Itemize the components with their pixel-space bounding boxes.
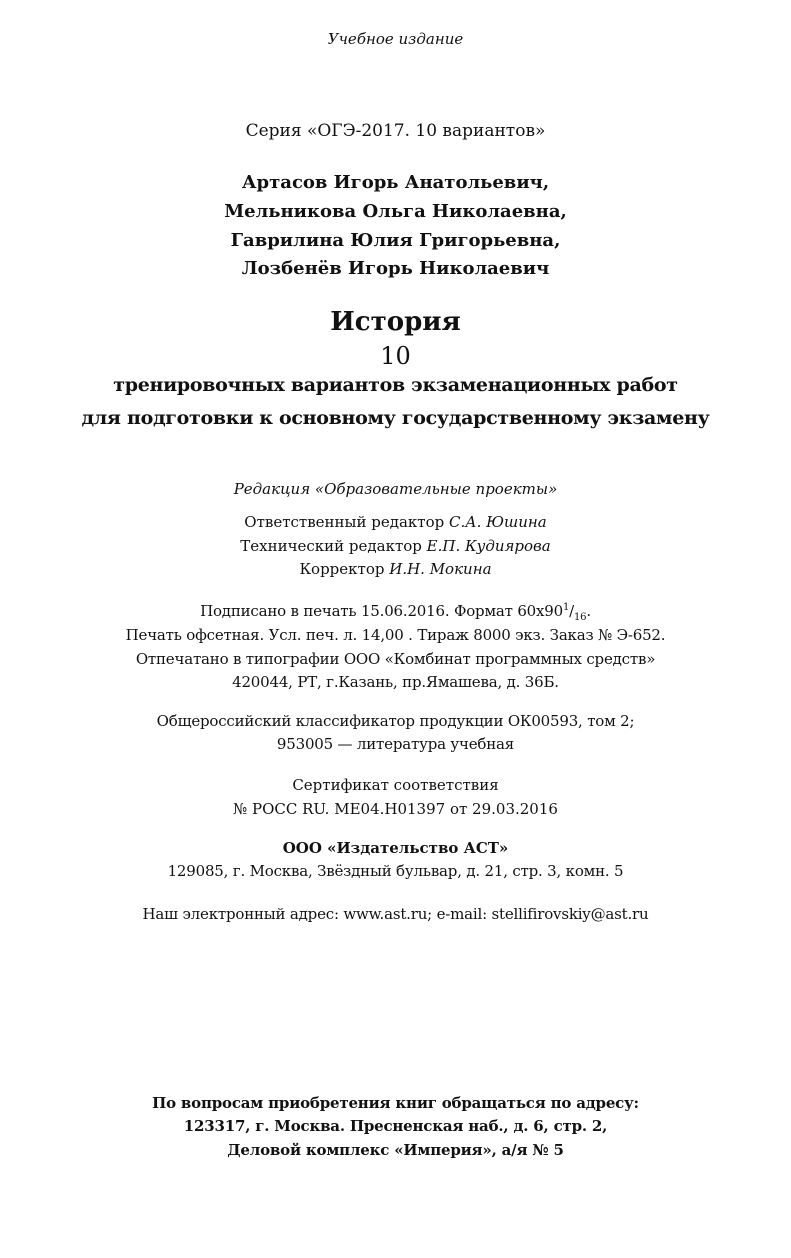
book-subject: История: [330, 307, 461, 337]
proofreader: [0, 560, 791, 578]
purchase-info-line2: 123317, г. Москва. Пресненская наб., д. 6, стр. 2,: [183, 1117, 608, 1135]
technical-editor-name: Е.П. Кудиярова: [426, 537, 551, 555]
editorial-office: Редакция «Образовательные проекты»: [233, 480, 558, 498]
publisher-contacts: Наш электронный адрес: www.ast.ru; e-mail: stellifirovskiy@ast.ru: [142, 905, 649, 923]
proofreader-name: И.Н. Мокина: [389, 560, 492, 578]
printing-house-address: 420044, РТ, г.Казань, пр.Ямашева, д. 36Б.: [232, 673, 559, 691]
publisher-name: ООО «Издательство АСТ»: [282, 839, 509, 857]
format-fraction-denominator: 16: [574, 612, 587, 623]
book-title-line1: тренировочных вариантов экзаменационных работ: [113, 374, 678, 396]
printing-house: Отпечатано в типографии ООО «Комбинат программных средств»: [135, 650, 656, 668]
book-number: 10: [380, 342, 411, 370]
certificate-number: № РОСС RU. МЕ04.Н01397 от 29.03.2016: [233, 800, 558, 818]
author-4: Лозбенёв Игорь Николаевич: [241, 258, 550, 279]
print-signed-text: Подписано в печать 15.06.2016. Формат 60х90: [200, 602, 563, 620]
responsible-editor: [0, 513, 791, 531]
print-details: Печать офсетная. Усл. печ. л. 14,00 . Тираж 8000 экз. Заказ № Э-652.: [125, 626, 666, 644]
classifier-line2: 953005 — литература учебная: [276, 735, 515, 753]
author-2: Мельникова Ольга Николаевна,: [224, 201, 567, 222]
series-title: Серия «ОГЭ-2017. 10 вариантов»: [245, 121, 546, 141]
classifier-line1: Общероссийский классификатор продукции ОК00593, том 2;: [156, 712, 635, 730]
book-title-line2: для подготовки к основному государственному экзамену: [81, 407, 710, 429]
author-3: Гаврилина Юлия Григорьевна,: [230, 230, 561, 251]
format-fraction-numerator: 1: [562, 602, 570, 613]
responsible-editor-name: С.А. Юшина: [448, 513, 547, 531]
proofreader-label: Корректор: [299, 560, 390, 578]
publisher-address: 129085, г. Москва, Звёздный бульвар, д. 21, стр. 3, комн. 5: [167, 862, 624, 880]
edition-type: Учебное издание: [327, 30, 464, 48]
purchase-info-line3: Деловой комплекс «Империя», а/я № 5: [227, 1141, 564, 1159]
technical-editor: [0, 537, 791, 555]
certificate-label: Сертификат соответствия: [292, 776, 499, 794]
format-fraction-slash: /: [569, 602, 574, 620]
purchase-info-line1: По вопросам приобретения книг обращаться по адресу:: [152, 1094, 639, 1112]
responsible-editor-label: Ответственный редактор: [244, 513, 449, 531]
technical-editor-label: Технический редактор: [240, 537, 427, 555]
print-signed: [0, 602, 791, 623]
print-signed-suffix: .: [586, 602, 591, 620]
author-1: Артасов Игорь Анатольевич,: [241, 172, 550, 193]
